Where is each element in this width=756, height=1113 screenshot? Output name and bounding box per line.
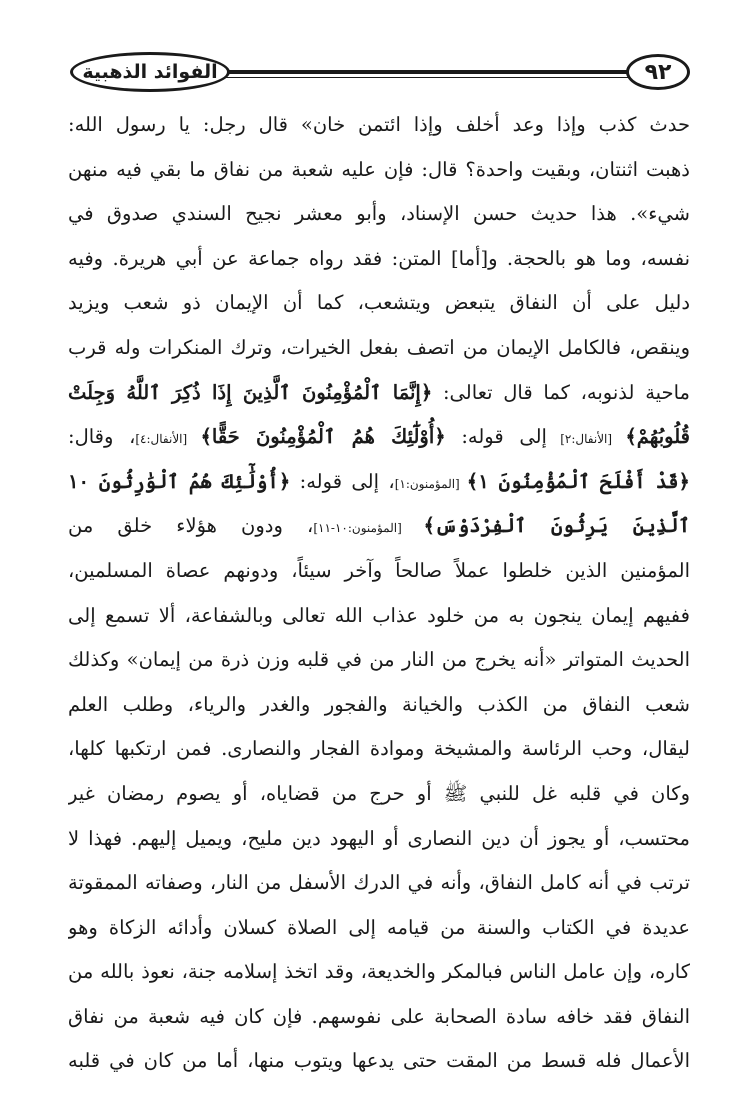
text-line: نفسه، وما هو بالحجة. و[أما] المتن: فقد رواه جماعة عن أبي هريرة. وفيه [68,246,690,270]
verse-reference: [الأنفال:٢] [546,432,626,447]
quran-verse: ٱلَّذِينَ يَرِثُونَ ٱلْفِرْدَوْسَ﴾ [423,514,690,538]
quran-verse: ﴿قَدْ أَفْلَحَ ٱلْمُؤْمِنُونَ ١﴾ [466,469,690,493]
quran-verse: ﴿أُوْلَٰٓئِكَ هُمُ ٱلْمُؤْمِنُونَ حَقًّا﴾ [200,425,446,449]
running-title: الفوائد الذهبية [82,61,218,83]
page-header [70,50,690,96]
text-line: الأعمال فله قسط من المقت حتى يدعها ويتوب منها، أما من كان في قلبه [68,1049,690,1073]
text-line: الحديث المتواتر «أنه يخرج من النار من في قلبه وزن ذرة من إيمان» وكذلك [68,648,690,672]
verse-reference: [المؤمنون:١] [394,476,467,491]
page-number-frame [626,54,690,90]
text-line: ٱلَّذِينَ يَرِثُونَ ٱلْفِرْدَوْسَ﴾ [المؤمنون:١٠-١١]، ودون هؤلاء خلق من [68,514,690,538]
text-line: شيء». هذا حديث حسن الإسناد، وأبو معشر نجيح السندي صدوق في [68,202,690,226]
text-line: وكان في قلبه غل للنبي ﷺ أو حرج من قضاياه، أو يصوم رمضان غير [68,781,690,805]
verse-reference: [الأنفال:٤] [135,432,201,447]
text-line: ذهبت اثنتان، وبقيت واحدة؟ قال: فإن عليه شعبة من نفاق ما بقي فيه منهن [68,157,690,181]
quran-verse: ﴿أُوْلَٰٓئِكَ هُمُ ٱلْوَٰرِثُونَ ١٠ [68,469,291,493]
text-line: كاره، وإن عامل الناس فبالمكر والخديعة، وقد اتخذ إسلامه جنة، نعوذ بالله من [68,960,690,984]
text-line: ﴿قَدْ أَفْلَحَ ٱلْمُؤْمِنُونَ ١﴾ [المؤمنون:١]، إلى قوله: ﴿أُوْلَٰٓئِكَ هُمُ ٱلْوَٰرِثُونَ ١٠ [68,469,690,493]
header-rule-thin [225,77,638,78]
text-line: عديدة في الكتاب والسنة من قيامه إلى الصلاة كسلان وأدائه الزكاة وهو [68,915,690,939]
header-rule [225,70,638,74]
quran-verse: قُلُوبُهُمْ﴾ [625,425,690,449]
text-line: ماحية لذنوبه، كما قال تعالى: ﴿إِنَّمَا ٱلْمُؤْمِنُونَ ٱلَّذِينَ إِذَا ذُكِرَ ٱللَّهُ وَجِلَتْ [68,380,690,404]
text-line: قُلُوبُهُمْ﴾ [الأنفال:٢] إلى قوله: ﴿أُوْلَٰٓئِكَ هُمُ ٱلْمُؤْمِنُونَ حَقًّا﴾ [الأنفال:٤]، وقال: [68,425,690,449]
page-number: ٩٢ [644,59,672,85]
quran-verse: ﴿إِنَّمَا ٱلْمُؤْمِنُونَ ٱلَّذِينَ إِذَا ذُكِرَ ٱللَّهُ وَجِلَتْ [68,380,433,404]
text-line: دليل على أن النفاق يتبعض ويتشعب، كما أن الإيمان ذو شعب ويزيد [68,291,690,315]
text-line: شعب النفاق من الكذب والخيانة والفجور والغدر والرياء، وطلب العلم [68,692,690,716]
text-line: المؤمنين الذين خلطوا عملاً صالحاً وآخر سيئاً، ودونهم عصاة المسلمين، [68,558,690,582]
text-line: حدث كذب وإذا وعد أخلف وإذا ائتمن خان» قال رجل: يا رسول الله: [68,113,690,136]
text-line: ففيهم إيمان ينجون به من خلود عذاب الله تعالى وبالشفاعة، ألا تسمع إلى [68,603,690,627]
text-line: وينقص، فالكامل الإيمان من اتصف بفعل الخيرات، وترك المنكرات وله قرب [68,335,690,359]
text-line: النفاق فقد خافه سادة الصحابة على نفوسهم. فإن كان فيه شعبة من نفاق [68,1004,690,1028]
running-title-frame [70,52,230,92]
verse-reference: [المؤمنون:١٠-١١] [313,521,424,536]
text-line: ترتب في أنه كامل النفاق، وأنه في الدرك الأسفل من النار، وصفاته الممقوتة [68,871,690,895]
text-line: محتسب، أو يجوز أن دين النصارى أو اليهود دين مليح، ويميل إليهم. فهذا لا [68,826,690,850]
body-text [68,103,690,1084]
text-line: ليقال، وحب الرئاسة والمشيخة وموادة الفجار والنصارى. فمن ارتكبها كلها، [68,737,690,761]
